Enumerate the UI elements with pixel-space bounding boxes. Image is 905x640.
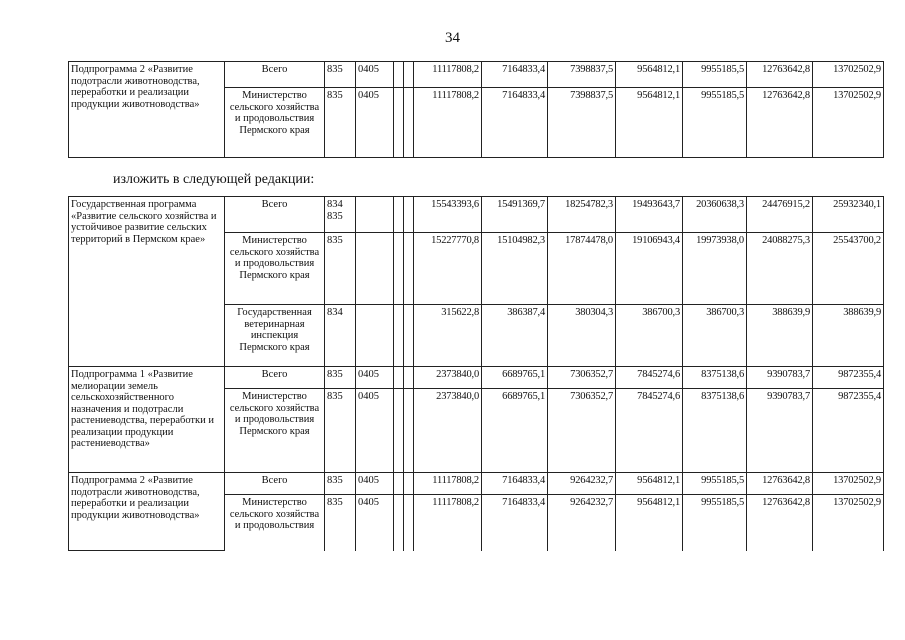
amount-cell: 9564812,1 [616, 62, 683, 88]
amount-cell: 20360638,3 [683, 197, 747, 233]
grbs-code-cell: 835 [325, 495, 356, 551]
amount-cell: 15491369,7 [482, 197, 548, 233]
amount-cell: 7398837,5 [548, 62, 616, 88]
amount-cell: 11117808,2 [414, 62, 482, 88]
page-number: 34 [445, 30, 460, 46]
target-code-cell [394, 473, 404, 495]
amount-cell: 24088275,3 [747, 233, 813, 305]
amount-cell: 7845274,6 [616, 389, 683, 473]
amount-cell: 9564812,1 [616, 495, 683, 551]
executor-cell: Всего [225, 197, 325, 233]
amount-cell: 315622,8 [414, 305, 482, 367]
amount-cell: 9955185,5 [683, 62, 747, 88]
amount-cell: 9264232,7 [548, 495, 616, 551]
grbs-code-cell: 835 [325, 473, 356, 495]
budget-table-new [68, 196, 884, 551]
amount-cell: 388639,9 [813, 305, 884, 367]
expense-type-cell [404, 197, 414, 233]
section-code-cell: 0405 [356, 62, 394, 88]
section-code-cell [356, 305, 394, 367]
executor-cell: Государственная ветеринарная инспекция Пермского края [225, 305, 325, 367]
amount-cell: 388639,9 [747, 305, 813, 367]
amount-cell: 8375138,6 [683, 389, 747, 473]
executor-cell: Министерство сельского хозяйства и продовольствия [225, 495, 325, 551]
amount-cell: 15104982,3 [482, 233, 548, 305]
program-name-cell: Государственная программа «Развитие сельского хозяйства и устойчивое развитие сельских территорий в Пермском крае» [69, 197, 225, 367]
executor-cell: Всего [225, 367, 325, 389]
section-code-cell: 0405 [356, 88, 394, 158]
amount-cell: 7164833,4 [482, 495, 548, 551]
amount-cell: 9564812,1 [616, 473, 683, 495]
section-code-cell [356, 197, 394, 233]
amount-cell: 13702502,9 [813, 62, 884, 88]
amount-cell: 13702502,9 [813, 88, 884, 158]
amount-cell: 24476915,2 [747, 197, 813, 233]
expense-type-cell [404, 305, 414, 367]
amount-cell: 17874478,0 [548, 233, 616, 305]
amount-cell: 7306352,7 [548, 389, 616, 473]
amount-cell: 11117808,2 [414, 473, 482, 495]
executor-cell: Министерство сельского хозяйства и продовольствия Пермского края [225, 389, 325, 473]
amount-cell: 15543393,6 [414, 197, 482, 233]
executor-cell: Всего [225, 473, 325, 495]
program-name-cell: Подпрограмма 1 «Развитие мелиорации земель сельскохозяйственного назначения и подотрасли растениеводства, переработки и реализации продукции растениеводства» [69, 367, 225, 473]
grbs-code-cell: 835 [325, 88, 356, 158]
section-code-cell [356, 233, 394, 305]
grbs-code-cell: 835 [325, 62, 356, 88]
amount-cell: 8375138,6 [683, 367, 747, 389]
intro-text: изложить в следующей редакции: [113, 172, 315, 187]
table-row [69, 62, 884, 88]
amount-cell: 6689765,1 [482, 389, 548, 473]
amount-cell: 9872355,4 [813, 389, 884, 473]
amount-cell: 6689765,1 [482, 367, 548, 389]
program-name-cell: Подпрограмма 2 «Развитие подотрасли животноводства, переработки и реализации продукции животноводства» [69, 62, 225, 158]
expense-type-cell [404, 495, 414, 551]
executor-cell: Министерство сельского хозяйства и продовольствия Пермского края [225, 233, 325, 305]
section-code-cell: 0405 [356, 367, 394, 389]
amount-cell: 15227770,8 [414, 233, 482, 305]
amount-cell: 2373840,0 [414, 389, 482, 473]
amount-cell: 12763642,8 [747, 495, 813, 551]
grbs-code-cell: 835 [325, 367, 356, 389]
amount-cell: 13702502,9 [813, 495, 884, 551]
amount-cell: 9390783,7 [747, 367, 813, 389]
expense-type-cell [404, 62, 414, 88]
expense-type-cell [404, 367, 414, 389]
table-row [69, 197, 884, 233]
expense-type-cell [404, 88, 414, 158]
amount-cell: 380304,3 [548, 305, 616, 367]
amount-cell: 7845274,6 [616, 367, 683, 389]
expense-type-cell [404, 233, 414, 305]
grbs-code-cell: 834 [325, 305, 356, 367]
grbs-code-cell: 835 [325, 233, 356, 305]
executor-cell: Министерство сельского хозяйства и продовольствия Пермского края [225, 88, 325, 158]
amount-cell: 12763642,8 [747, 473, 813, 495]
grbs-code-cell: 835 [325, 389, 356, 473]
amount-cell: 19493643,7 [616, 197, 683, 233]
target-code-cell [394, 62, 404, 88]
amount-cell: 386700,3 [683, 305, 747, 367]
amount-cell: 7164833,4 [482, 88, 548, 158]
amount-cell: 9955185,5 [683, 88, 747, 158]
amount-cell: 9264232,7 [548, 473, 616, 495]
amount-cell: 7306352,7 [548, 367, 616, 389]
amount-cell: 11117808,2 [414, 88, 482, 158]
section-code-cell: 0405 [356, 389, 394, 473]
amount-cell: 386387,4 [482, 305, 548, 367]
target-code-cell [394, 367, 404, 389]
target-code-cell [394, 88, 404, 158]
expense-type-cell [404, 473, 414, 495]
amount-cell: 9390783,7 [747, 389, 813, 473]
target-code-cell [394, 305, 404, 367]
amount-cell: 7164833,4 [482, 62, 548, 88]
expense-type-cell [404, 389, 414, 473]
section-code-cell: 0405 [356, 495, 394, 551]
amount-cell: 13702502,9 [813, 473, 884, 495]
target-code-cell [394, 197, 404, 233]
amount-cell: 9955185,5 [683, 473, 747, 495]
budget-table-old [68, 61, 884, 158]
amount-cell: 12763642,8 [747, 62, 813, 88]
amount-cell: 19973938,0 [683, 233, 747, 305]
section-code-cell: 0405 [356, 473, 394, 495]
amount-cell: 9872355,4 [813, 367, 884, 389]
amount-cell: 12763642,8 [747, 88, 813, 158]
target-code-cell [394, 233, 404, 305]
target-code-cell [394, 389, 404, 473]
table-row [69, 367, 884, 389]
amount-cell: 25932340,1 [813, 197, 884, 233]
amount-cell: 18254782,3 [548, 197, 616, 233]
table-row [69, 473, 884, 495]
amount-cell: 7164833,4 [482, 473, 548, 495]
program-name-cell: Подпрограмма 2 «Развитие подотрасли животноводства, переработки и реализации продукции животноводства» [69, 473, 225, 551]
amount-cell: 9564812,1 [616, 88, 683, 158]
amount-cell: 386700,3 [616, 305, 683, 367]
amount-cell: 11117808,2 [414, 495, 482, 551]
amount-cell: 9955185,5 [683, 495, 747, 551]
amount-cell: 2373840,0 [414, 367, 482, 389]
amount-cell: 25543700,2 [813, 233, 884, 305]
target-code-cell [394, 495, 404, 551]
amount-cell: 19106943,4 [616, 233, 683, 305]
executor-cell: Всего [225, 62, 325, 88]
amount-cell: 7398837,5 [548, 88, 616, 158]
grbs-code-cell: 834 835 [325, 197, 356, 233]
